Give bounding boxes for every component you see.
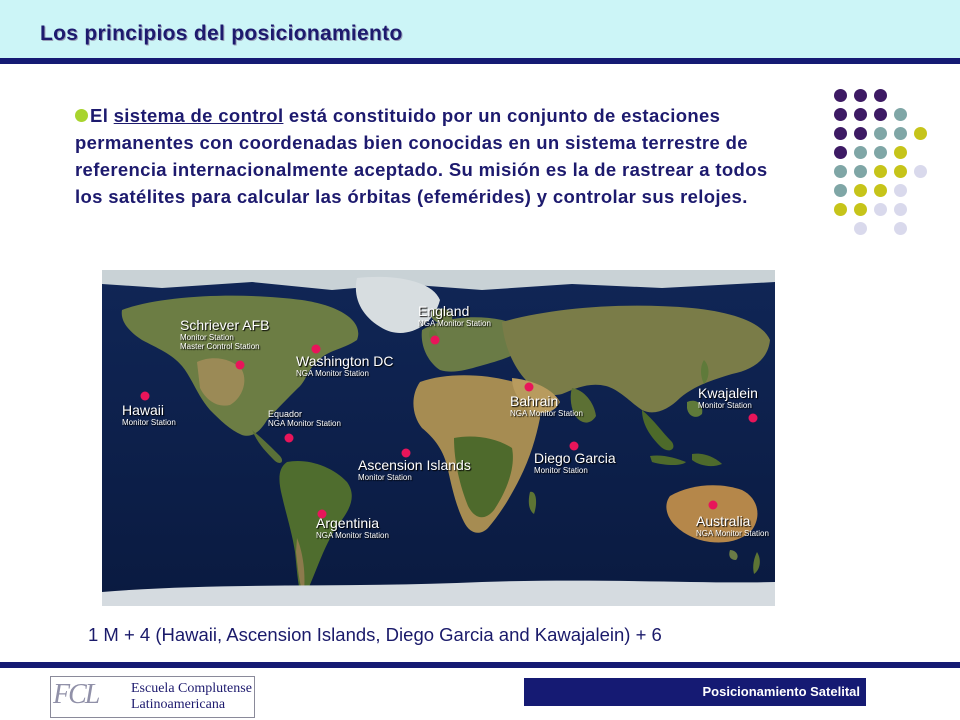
station-name: Diego Garcia — [534, 450, 616, 466]
station-label-bahrain — [510, 394, 583, 418]
logo-text — [131, 681, 252, 713]
station-name: England — [418, 303, 470, 319]
bullet-icon — [75, 109, 88, 122]
top-divider — [0, 58, 960, 64]
station-name: Equador — [268, 409, 303, 419]
station-label-ascension — [358, 458, 471, 482]
footer-bar — [524, 678, 866, 706]
station-type: Monitor Station — [698, 401, 752, 410]
grid-dot — [854, 127, 867, 140]
grid-dot — [854, 184, 867, 197]
grid-dot — [894, 146, 907, 159]
grid-dot — [854, 203, 867, 216]
station-label-hawaii — [122, 403, 176, 427]
grid-dot — [894, 165, 907, 178]
grid-dot — [874, 203, 887, 216]
station-type: NGA Monitor Station — [696, 529, 769, 538]
station-type: NGA Monitor Station — [510, 409, 583, 418]
station-name: Argentinia — [316, 515, 380, 531]
station-type: Monitor Station — [534, 466, 588, 475]
footer-title: Posicionamiento Satelital — [702, 684, 860, 699]
grid-dot — [894, 222, 907, 235]
station-marker-schriever — [236, 361, 245, 370]
grid-dot — [834, 146, 847, 159]
grid-dot — [834, 165, 847, 178]
station-name: Bahrain — [510, 393, 559, 409]
station-marker-hawaii — [141, 392, 150, 401]
world-map-image — [102, 270, 775, 606]
grid-dot — [894, 184, 907, 197]
station-label-diego-garcia — [534, 451, 616, 475]
grid-dot — [914, 127, 927, 140]
grid-dot — [894, 127, 907, 140]
grid-dot — [854, 222, 867, 235]
station-label-argentinia — [316, 516, 389, 540]
station-name: Schriever AFB — [180, 317, 270, 333]
bullet-text-rest: está constituido por un conjunto de estaciones permanentes con coordenadas bien conocidas en un sistema terrestre de referencia internacionalmente aceptado. Su misión es la de rastrear a todos los satélites para calcular las órbitas (efemérides) y controlar sus relojes. — [75, 105, 768, 207]
station-marker-england — [431, 336, 440, 345]
map-caption: 1 M + 4 (Hawaii, Ascension Islands, Diego Garcia and Kawajalein) + 6 — [88, 624, 662, 645]
grid-dot — [914, 165, 927, 178]
logo-mark: FCL — [53, 679, 99, 710]
station-label-washington — [296, 354, 394, 378]
station-type: Monitor Station — [180, 333, 234, 342]
logo-line-1: Escuela Complutense — [131, 681, 252, 696]
station-name: Washington DC — [296, 353, 394, 369]
station-marker-kwajalein — [749, 414, 758, 423]
station-type: Master Control Station — [180, 342, 260, 351]
grid-dot — [874, 127, 887, 140]
grid-dot — [834, 203, 847, 216]
grid-dot — [854, 165, 867, 178]
station-marker-australia — [709, 501, 718, 510]
station-marker-equador — [285, 434, 294, 443]
station-type: Monitor Station — [358, 473, 412, 482]
station-type: NGA Monitor Station — [418, 319, 491, 328]
logo-line-2: Latinoamericana — [131, 697, 226, 712]
header-band — [0, 0, 960, 58]
grid-dot — [834, 108, 847, 121]
grid-dot — [854, 108, 867, 121]
station-name: Hawaii — [122, 402, 165, 418]
grid-dot — [874, 146, 887, 159]
grid-dot — [834, 127, 847, 140]
station-label-australia — [696, 514, 769, 538]
page-title: Los principios del posicionamiento — [40, 22, 403, 45]
station-type: NGA Monitor Station — [316, 531, 389, 540]
grid-dot — [854, 89, 867, 102]
station-label-england — [418, 304, 491, 328]
grid-dot — [874, 184, 887, 197]
grid-dot — [874, 108, 887, 121]
bullet-paragraph — [75, 102, 795, 210]
grid-dot — [874, 89, 887, 102]
grid-dot — [874, 165, 887, 178]
grid-dot — [834, 89, 847, 102]
station-label-equador — [268, 410, 341, 428]
station-name: Australia — [696, 513, 751, 529]
station-name: Kwajalein — [698, 385, 758, 401]
grid-dot — [894, 203, 907, 216]
station-marker-bahrain — [525, 383, 534, 392]
bottom-divider — [0, 662, 960, 668]
station-type: Monitor Station — [122, 418, 176, 427]
control-system-link[interactable]: sistema de control — [113, 105, 284, 126]
grid-dot — [894, 108, 907, 121]
station-type: NGA Monitor Station — [268, 419, 341, 428]
station-label-schriever — [180, 318, 269, 351]
station-label-kwajalein — [698, 386, 758, 410]
station-type: NGA Monitor Station — [296, 369, 369, 378]
grid-dot — [834, 184, 847, 197]
station-name: Ascension Islands — [358, 457, 471, 473]
grid-dot — [854, 146, 867, 159]
bullet-text-start: El — [90, 105, 114, 126]
institution-logo — [50, 676, 255, 718]
decorative-dot-grid — [830, 86, 950, 236]
